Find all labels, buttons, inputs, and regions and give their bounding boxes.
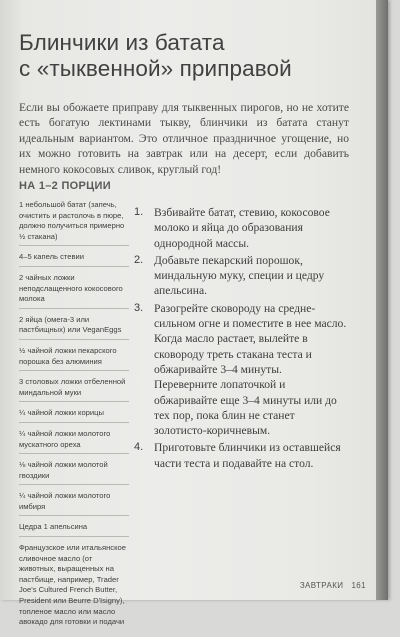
book-spine-edge <box>376 0 388 600</box>
step-number: 3. <box>134 301 144 314</box>
ingredient-item: Цедра 1 апельсина <box>19 522 129 537</box>
portions-heading: НА 1–2 ПОРЦИИ <box>19 180 111 192</box>
step-text: Добавьте пекарский порошок, миндальную муку, специи и цедру апельсина. <box>154 253 325 298</box>
ingredient-item: 1 небольшой батат (запечь, очистить и растолочь в пюре, должно получиться примерно ½ стакана) <box>19 200 129 246</box>
ingredient-item: ⅛ чайной ложки молотой гвоздики <box>19 460 129 485</box>
title-line-1: Блинчики из батата <box>19 30 225 55</box>
ingredient-item: ¼ чайной ложки молотого имбиря <box>19 491 129 516</box>
ingredient-item: Французское или итальянское сливочное масло (от животных, выращенных на пастбище, например, Trader Joe's Cultured French Butter, President или Beurre D'Isigny), топленое масло или масло авокадо для готовки и подачи <box>19 543 126 627</box>
ingredient-item: 4–5 капель стевии <box>19 252 129 267</box>
step-number: 2. <box>134 253 144 266</box>
step-text: Взбивайте батат, стевию, кокосовое молоко и яйца до образования однородной массы. <box>154 206 330 250</box>
section-name: ЗАВТРАКИ <box>299 581 344 590</box>
recipe-intro: Если вы обожаете приправу для тыквенных пирогов, но не хотите есть богатую лектинами тыкву, блинчики из батата станут идеальным вариантом. Это отличное праздничное угощение, но их можно готовить на завтрак или на десерт, если добавить немного кокосовых сливок, круглый год! <box>19 101 349 176</box>
ingredient-item: 2 яйца (омега-3 или пастбищных) или VeganEggs <box>19 315 129 340</box>
page-number: 161 <box>351 581 366 590</box>
step-item <box>134 205 348 251</box>
ingredient-item: 3 столовых ложки отбеленной миндальной муки <box>19 377 129 402</box>
steps-list <box>134 205 348 473</box>
step-text: Разогрейте сковороду на средне-сильном огне и поместите в нее масло. Когда масло растает, вылейте в сковороду треть стакана теста и обжаривайте 3–4 минуты. Переверните лопаточкой и обжаривайте еще 3–4 минуты или до тех пор, пока блин не станет золотисто-коричневым. <box>154 301 347 438</box>
ingredient-item: 2 чайных ложки неподслащенного кокосового молока <box>19 273 129 309</box>
step-text: Приготовьте блинчики из оставшейся части теста и подавайте на стол. <box>154 441 341 470</box>
recipe-title <box>19 30 359 82</box>
ingredients-list <box>19 200 129 637</box>
ingredient-item: ¼ чайной ложки молотого мускатного ореха <box>19 429 129 454</box>
title-line-2: с «тыквенной» приправой <box>19 56 292 81</box>
page-footer <box>300 581 366 590</box>
step-item <box>134 301 348 439</box>
step-item <box>134 440 348 471</box>
ingredient-item: ¼ чайной ложки корицы <box>19 408 129 423</box>
ingredient-item: ½ чайной ложки пекарского порошка без алюминия <box>19 346 129 371</box>
step-item <box>134 253 348 299</box>
step-number: 4. <box>134 441 144 454</box>
step-number: 1. <box>134 206 144 218</box>
